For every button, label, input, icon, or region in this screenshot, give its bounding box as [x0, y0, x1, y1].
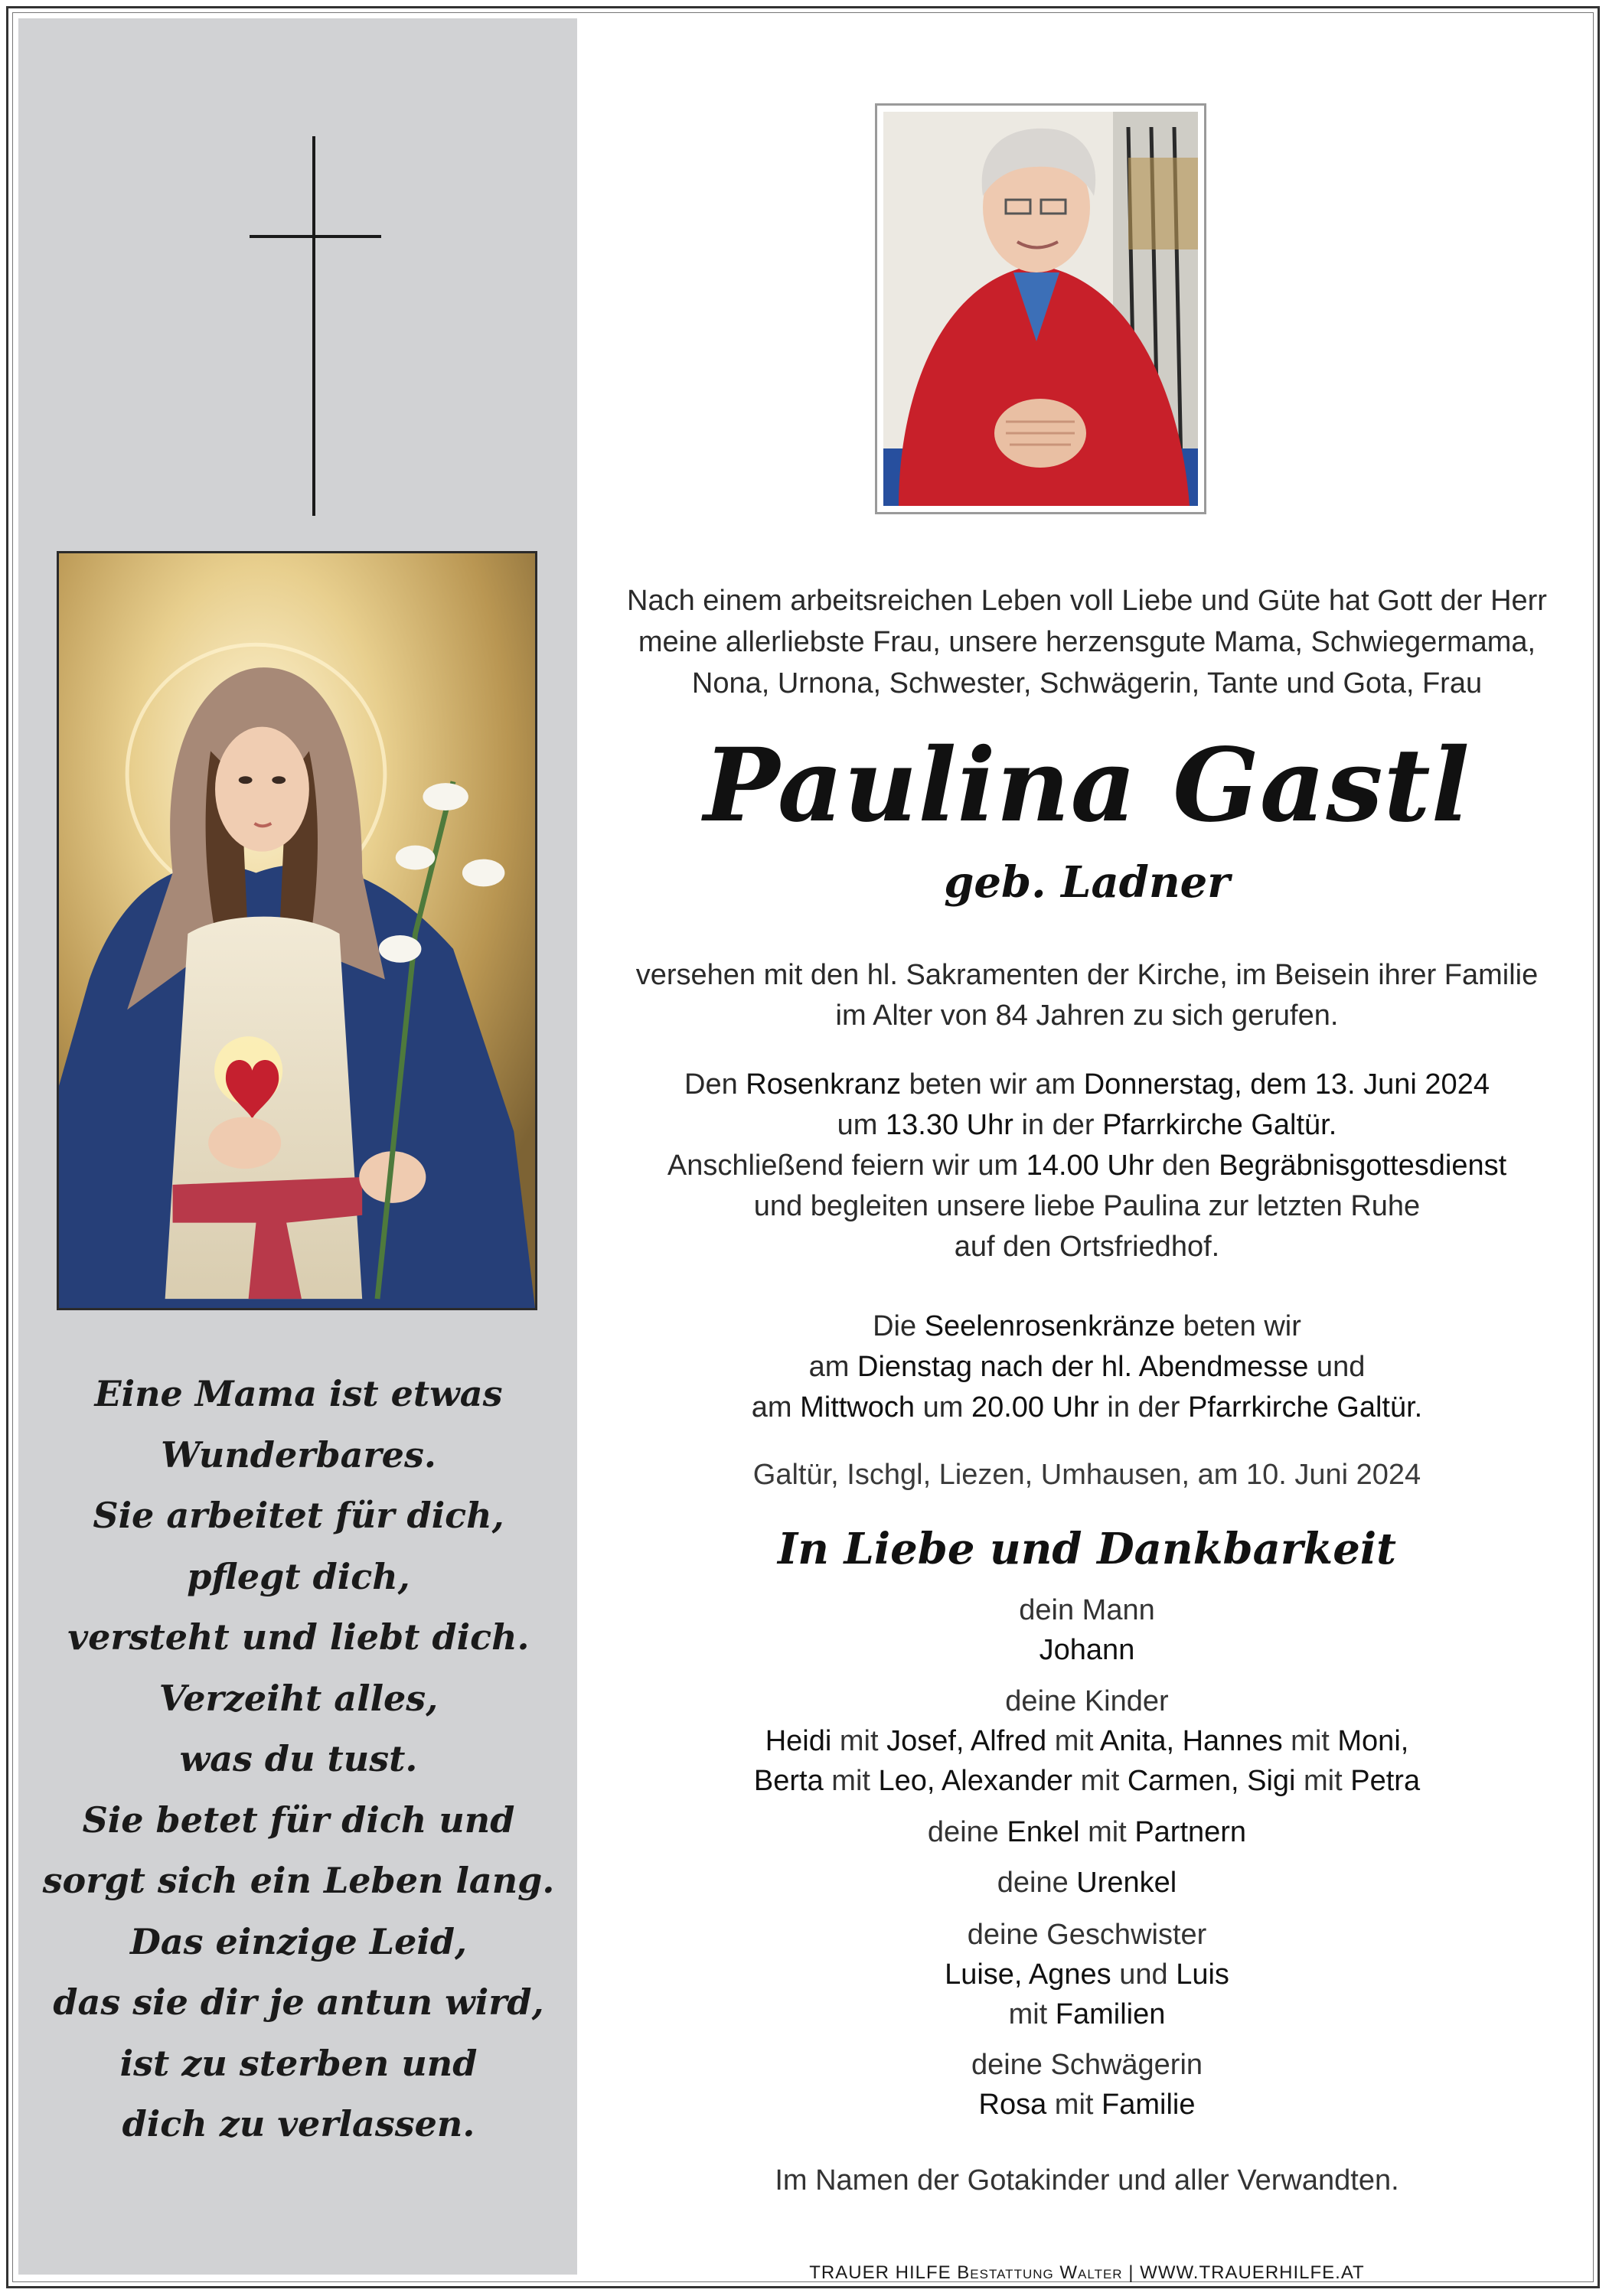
intro-line: meine allerliebste Frau, unsere herzensgute Mama, Schwiegermama, — [638, 626, 1536, 658]
footer-company: TRAUER HILFE — [809, 2262, 951, 2283]
family-names: Berta mit Leo, Alexander mit Carmen, Sigi mit Petra — [753, 1765, 1421, 1797]
poem-line: dich zu verlassen. — [122, 2103, 475, 2144]
footer-credit — [582, 2262, 1592, 2285]
family-names: deine Urenkel — [997, 1867, 1177, 1899]
intro-line: Nona, Urnona, Schwester, Schwägerin, Tante und Gota, Frau — [691, 667, 1483, 700]
rosary-line: am Mittwoch um 20.00 Uhr in der Pfarrkirche Galtür. — [751, 1391, 1423, 1424]
poem-line: Sie arbeitet für dich, — [93, 1495, 504, 1536]
family-names: Heidi mit Josef, Alfred mit Anita, Hannes mit Moni, — [765, 1725, 1409, 1757]
family-label: deine Geschwister — [967, 1919, 1207, 1951]
family-names: mit Familien — [1008, 1998, 1166, 2030]
deceased-name: Paulina Gastl — [703, 726, 1470, 845]
family-label: dein Mann — [1019, 1594, 1155, 1626]
cross-icon-bar — [250, 235, 381, 238]
poem-line: Eine Mama ist etwas — [94, 1373, 503, 1414]
footer-subtitle: Bestattung Walter — [957, 2262, 1123, 2283]
intro-text — [582, 580, 1592, 704]
poem-line: Verzeiht alles, — [158, 1677, 439, 1719]
family-children — [582, 1681, 1592, 1801]
family-label: deine Schwägerin — [971, 2049, 1203, 2081]
mourning-heading: In Liebe und Dankbarkeit — [778, 1524, 1396, 1574]
family-siblings — [582, 1915, 1592, 2034]
poem-line: sorgt sich ein Leben lang. — [42, 1860, 555, 1901]
family-names: Johann — [1039, 1634, 1135, 1666]
family-names: Luise, Agnes und Luis — [945, 1958, 1229, 1991]
funeral-details — [582, 1065, 1592, 1267]
footer-url: WWW.TRAUERHILFE.AT — [1140, 2262, 1365, 2283]
cross-icon — [312, 136, 315, 516]
sacrament-line: versehen mit den hl. Sakramenten der Kirche, im Beisein ihrer Familie — [635, 959, 1539, 991]
family-great-grandchildren — [582, 1863, 1592, 1903]
family-names: Rosa mit Familie — [978, 2089, 1196, 2121]
rosary-line: Die Seelenrosenkränze beten wir — [873, 1310, 1301, 1342]
poem-line: Wunderbares. — [161, 1433, 436, 1476]
family-label: deine Kinder — [1005, 1685, 1169, 1717]
family-names: deine Enkel mit Partnern — [927, 1816, 1247, 1848]
rosary-details — [582, 1306, 1592, 1428]
poem-line: was du tust. — [179, 1738, 418, 1779]
sacrament-line: im Alter von 84 Jahren zu sich gerufen. — [835, 1000, 1339, 1032]
poem-line: Sie betet für dich und — [82, 1799, 515, 1841]
funeral-line: Anschließend feiern wir um 14.00 Uhr den Begräbnisgottesdienst — [667, 1150, 1507, 1182]
poem-line: pflegt dich, — [187, 1555, 410, 1597]
funeral-line: und begleiten unsere liebe Paulina zur letzten Ruhe — [753, 1190, 1421, 1222]
poem-line: Das einzige Leid, — [129, 1920, 468, 1962]
poem-line: versteht und liebt dich. — [67, 1616, 530, 1658]
family-husband — [582, 1590, 1592, 1670]
family-sister-in-law — [582, 2045, 1592, 2125]
funeral-line: Den Rosenkranz beten wir am Donnerstag, dem 13. Juni 2024 — [684, 1068, 1490, 1101]
portrait-photo — [875, 103, 1206, 514]
closing-text: Im Namen der Gotakinder und aller Verwandten. — [775, 2164, 1399, 2197]
family-grandchildren — [582, 1812, 1592, 1852]
madonna-image — [57, 551, 537, 1310]
funeral-line: auf den Ortsfriedhof. — [954, 1231, 1220, 1263]
place-date: Galtür, Ischgl, Liezen, Umhausen, am 10. Juni 2024 — [752, 1459, 1421, 1491]
rosary-line: am Dienstag nach der hl. Abendmesse und — [808, 1351, 1366, 1383]
birth-name: geb. Ladner — [944, 857, 1230, 908]
poem-line: ist zu sterben und — [119, 2042, 478, 2084]
funeral-line: um 13.30 Uhr in der Pfarrkirche Galtür. — [837, 1109, 1337, 1141]
footer-separator: | — [1122, 2262, 1141, 2283]
poem — [23, 1364, 574, 2155]
intro-line: Nach einem arbeitsreichen Leben voll Liebe und Güte hat Gott der Herr — [627, 585, 1547, 617]
sacrament-text — [582, 955, 1592, 1036]
poem-line: das sie dir je antun wird, — [53, 1981, 544, 2023]
